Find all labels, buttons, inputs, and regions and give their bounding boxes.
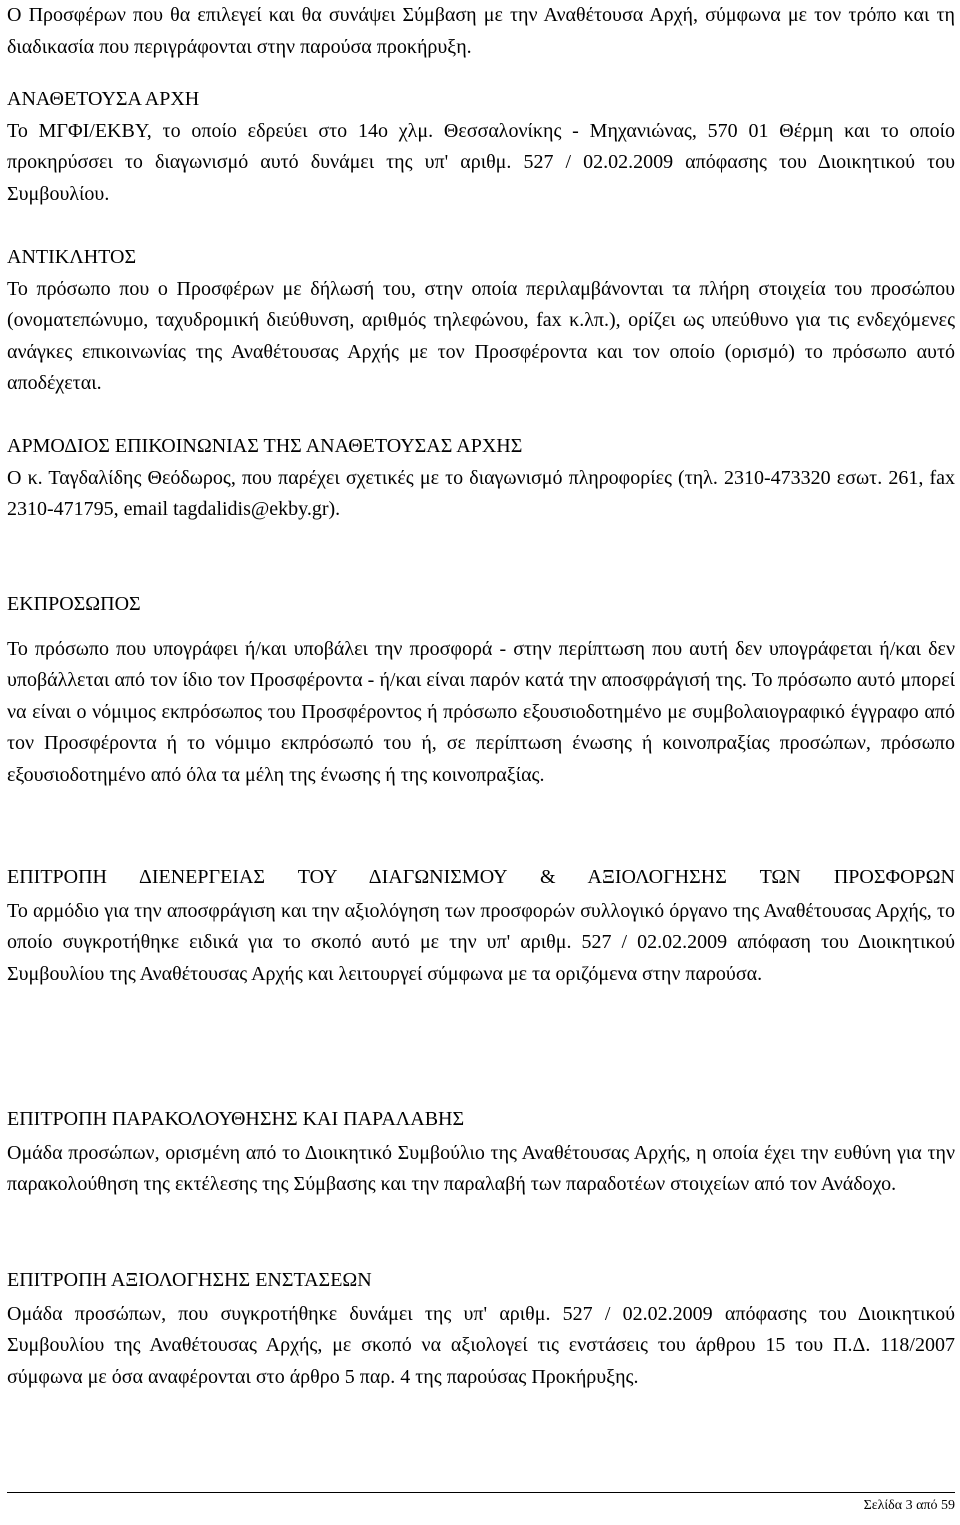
objections-committee-section bbox=[7, 1265, 955, 1393]
agent-paragraph: Το πρόσωπο που υπογράφει ή/και υποβάλει την προσφορά - στην περίπτωση που αυτή δεν υπογράφεται ή/και δεν υποβάλλεται από τον ίδιο τον Προσφέροντα - ή/και είναι παρόν κατά την αποσφράγισή της. Το πρόσωπο αυτό μπορεί να είναι ο νόμιμος εκπρόσωπος του Προσφέροντος ή πρόσωπο εξουσιοδοτημένο με συμβολαιογραφικό έγγραφο από τον Προσφέροντα ή το νόμιμο εκπρόσωπό του ή, σε περίπτωση ένωσης ή κοινοπραξίας προσώπων, πρόσωπο εξουσιοδοτημένο από όλα τα μέλη της ένωσης ή της κοινοπραξίας. bbox=[7, 637, 955, 786]
evaluation-committee-section bbox=[7, 862, 955, 990]
contact-paragraph: Ο κ. Ταγδαλίδης Θεόδωρος, που παρέχει σχετικές με το διαγωνισμό πληροφορίες (τηλ. 2310-473320 εσωτ. 261, fax 2310-471795, email tagdalidis@ekby.gr). bbox=[7, 466, 955, 521]
evaluation-committee-heading: ΕΠΙΤΡΟΠΗ ΔΙΕΝΕΡΓΕΙΑΣ ΤΟΥ ΔΙΑΓΩΝΙΣΜΟΥ & ΑΞΙΟΛΟΓΗΣΗΣ ΤΩΝ ΠΡΟΣΦΟΡΩΝ bbox=[7, 866, 955, 888]
contracting-authority-paragraph: Το ΜΓΦΙ/ΕΚΒΥ, το οποίο εδρεύει στο 14ο χλμ. Θεσσαλονίκης - Μηχανιώνας, 570 01 Θέρμη και το οποίο προκηρύσσει το διαγωνισμό αυτό δυνάμει της υπ' αριθμ. 527 / 02.02.2009 απόφασης του Διοικητικού του Συμβουλίου. bbox=[7, 119, 955, 205]
page-footer bbox=[7, 1492, 955, 1515]
contracting-authority-heading: ΑΝΑΘΕΤΟΥΣΑ ΑΡΧΗ bbox=[7, 88, 200, 110]
contact-heading: ΑΡΜΟΔΙΟΣ ΕΠΙΚΟΙΝΩΝΙΑΣ ΤΗΣ ΑΝΑΘΕΤΟΥΣΑΣ ΑΡΧΗΣ bbox=[7, 435, 523, 457]
evaluation-committee-paragraph: Το αρμόδιο για την αποσφράγιση και την αξιολόγηση των προσφορών συλλογικό όργανο της Αναθέτουσας Αρχής, το οποίο συγκροτήθηκε ειδικά για το σκοπό αυτό με την υπ' αριθμ. 527 / 02.02.2009 απόφαση του Διοικητικού Συμβουλίου της Αναθέτουσας Αρχής και λειτουργεί σύμφωνα με τα οριζόμενα στην παρούσα. bbox=[7, 899, 955, 985]
representative-paragraph: Το πρόσωπο που ο Προσφέρων με δήλωσή του, στην οποία περιλαμβάνονται τα πλήρη στοιχεία του προσώπου (ονοματεπώνυμο, ταχυδρομική διεύθυνση, αριθμός τηλεφώνου, fax κ.λπ.), ορίζει ως υπεύθυνο για τις ενδεχόμενες ανάγκες επικοινωνίας της Αναθέτουσας Αρχής με τον Προσφέροντα και τον οποίο (ορισμό) το πρόσωπο αυτό αποδέχεται. bbox=[7, 277, 955, 395]
objections-committee-paragraph: Ομάδα προσώπων, που συγκροτήθηκε δυνάμει της υπ' αριθμ. 527 / 02.02.2009 απόφασης του Διοικητικού Συμβουλίου της Αναθέτουσας Αρχής, με σκοπό να αξιολογεί τις ενστάσεις του άρθρου 15 του Π.Δ. 118/2007 σύμφωνα με όσα αναφέρονται στο άρθρο 5 παρ. 4 της παρούσας Προκήρυξης. bbox=[7, 1302, 955, 1388]
agent-heading: ΕΚΠΡΟΣΩΠΟΣ bbox=[7, 593, 141, 615]
monitoring-committee-paragraph: Ομάδα προσώπων, ορισμένη από το Διοικητικό Συμβούλιο της Αναθέτουσας Αρχής, η οποία έχει την ευθύνη για την παρακολούθηση της εκτέλεσης της Σύμβασης και την παραλαβή των παραδοτέων στοιχείων από τον Ανάδοχο. bbox=[7, 1141, 955, 1196]
page-number: Σελίδα 3 από 59 bbox=[863, 1498, 955, 1513]
representative-section bbox=[7, 242, 955, 400]
objections-committee-heading: ΕΠΙΤΡΟΠΗ ΑΞΙΟΛΟΓΗΣΗΣ ΕΝΣΤΑΣΕΩΝ bbox=[7, 1269, 372, 1291]
monitoring-committee-heading: ΕΠΙΤΡΟΠΗ ΠΑΡΑΚΟΛΟΥΘΗΣΗΣ ΚΑΙ ΠΑΡΑΛΑΒΗΣ bbox=[7, 1108, 465, 1130]
representative-heading: ΑΝΤΙΚΛΗΤΟΣ bbox=[7, 246, 137, 268]
intro-section bbox=[7, 0, 955, 63]
contact-section bbox=[7, 431, 955, 526]
agent-section bbox=[7, 589, 955, 792]
monitoring-committee-section bbox=[7, 1104, 955, 1201]
intro-paragraph: Ο Προσφέρων που θα επιλεγεί και θα συνάψει Σύμβαση με την Αναθέτουσα Αρχή, σύμφωνα με τον τρόπο και τη διαδικασία που περιγράφονται στην παρούσα προκήρυξη. bbox=[7, 4, 955, 58]
contracting-authority-section bbox=[7, 84, 955, 210]
